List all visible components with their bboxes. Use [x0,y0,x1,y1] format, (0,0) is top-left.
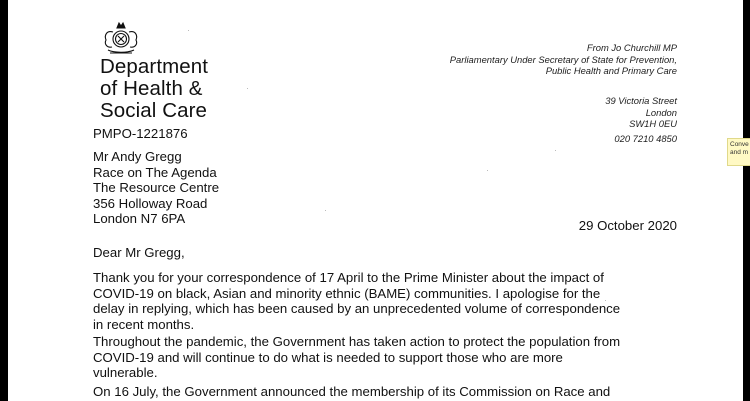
salutation: Dear Mr Gregg, [93,245,185,260]
address-line: SW1H 0EU [629,118,677,129]
recipient-address [93,149,219,227]
paragraph-line: delay in replying, which has been caused by an unprecedented volume of correspondence [93,301,621,316]
recipient-line: London N7 6PA [93,211,186,226]
scan-speck [325,210,326,211]
recipient-line: 356 Holloway Road [93,195,208,211]
reference-number: PMPO-1221876 [93,126,188,141]
paragraph-line: Throughout the pandemic, the Government has taken action to protect the population from [93,334,621,349]
address-line: London [645,106,677,118]
body-paragraph [93,270,688,332]
scan-speck [188,30,189,31]
recipient-line: The Resource Centre [93,180,220,195]
paragraph-line: On 16 July, the Government announced the membership of its Commission on Race and [93,384,611,399]
body-paragraph [93,384,688,400]
note-line: Conve [730,141,749,148]
scan-speck [605,300,606,301]
sender-block [450,42,677,77]
department-name [100,56,208,122]
recipient-line: Mr Andy Gregg [93,149,182,164]
paragraph-line: Thank you for your correspondence of 17 April to the Prime Minister about the impact of [93,270,604,285]
letter-date: 29 October 2020 [578,218,677,233]
scan-edge-left [0,0,8,401]
sender-role-line: Parliamentary Under Secretary of State for Prevention, [449,53,677,65]
department-line: Department [100,55,209,78]
department-line: of Health & [100,77,203,100]
royal-crest-icon [98,20,144,56]
sender-role-line: Public Health and Primary Care [545,65,677,76]
department-line: Social Care [100,99,208,122]
paragraph-line: COVID-19 on black, Asian and minority ethnic (BAME) communities. I apologise for the [93,285,601,301]
note-line: and m [730,149,749,156]
sticky-note-comment[interactable] [727,138,750,166]
body-paragraph [93,334,688,381]
scan-speck [555,150,556,151]
scan-speck [487,170,488,171]
sender-from: From Jo Churchill MP [586,42,677,53]
sender-phone: 020 7210 4850 [614,133,677,144]
address-line: 39 Victoria Street [605,95,677,106]
sender-address [605,95,677,130]
recipient-line: Race on The Agenda [93,164,217,180]
scan-edge-right [743,0,750,401]
paragraph-line: vulnerable. [93,365,158,380]
scan-speck [247,88,248,89]
paragraph-line: COVID-19 and will continue to do what is needed to support those who are more [93,349,563,365]
paragraph-line: in recent months. [93,316,195,332]
